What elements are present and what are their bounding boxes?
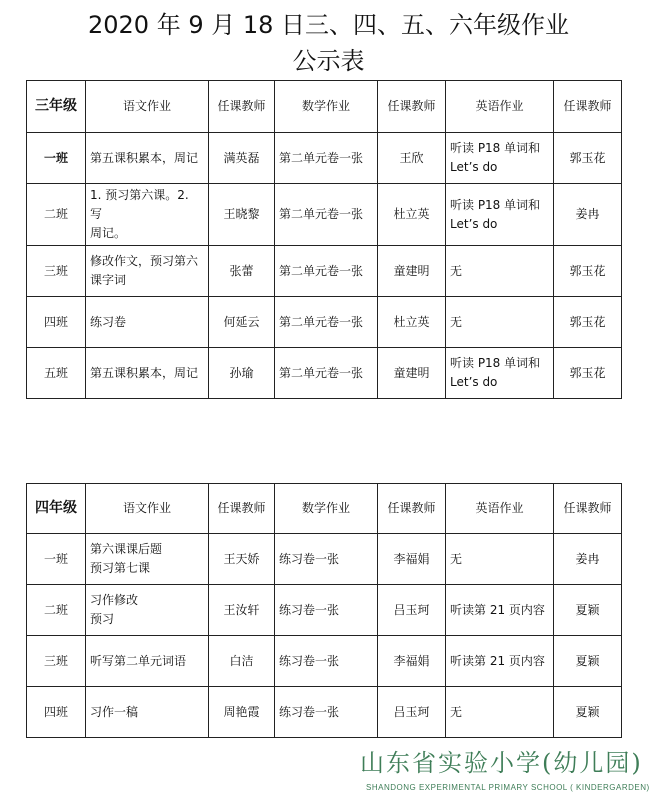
teacher-cell: 童建明 — [378, 348, 446, 399]
table-header-row — [27, 81, 622, 133]
teacher-cell: 孙瑜 — [209, 348, 275, 399]
teacher-cell: 李福娟 — [378, 636, 446, 687]
column-header: 任课教师 — [554, 484, 622, 534]
teacher-cell: 王天娇 — [209, 534, 275, 585]
class-name-cell: 一班 — [27, 133, 86, 184]
teacher-cell: 满英磊 — [209, 133, 275, 184]
teacher-cell: 王汝轩 — [209, 585, 275, 636]
column-header: 数学作业 — [275, 484, 378, 534]
teacher-cell: 童建明 — [378, 246, 446, 297]
teacher-cell: 吕玉珂 — [378, 585, 446, 636]
math-homework-cell: 练习卷一张 — [275, 534, 378, 585]
class-name-cell: 四班 — [27, 297, 86, 348]
math-homework-cell: 第二单元卷一张 — [275, 246, 378, 297]
column-header: 英语作业 — [446, 81, 554, 133]
table-row — [27, 687, 622, 738]
teacher-cell: 王晓黎 — [209, 184, 275, 246]
english-homework-cell: 无 — [446, 687, 554, 738]
chinese-homework-cell: 1. 预习第六课。2. 写 周记。 — [86, 184, 209, 246]
school-logo — [360, 748, 650, 798]
teacher-cell: 何延云 — [209, 297, 275, 348]
chinese-homework-cell: 第六课课后题 预习第七课 — [86, 534, 209, 585]
english-homework-cell: 无 — [446, 246, 554, 297]
math-homework-cell: 第二单元卷一张 — [275, 348, 378, 399]
teacher-cell: 夏颖 — [554, 585, 622, 636]
english-homework-cell: 听读 P18 单词和 Let’s do — [446, 348, 554, 399]
class-name-cell: 五班 — [27, 348, 86, 399]
page-title: 2020 年 9 月 18 日三、四、五、六年级作业 — [87, 11, 570, 39]
chinese-homework-cell: 习作修改 预习 — [86, 585, 209, 636]
teacher-cell: 张蕾 — [209, 246, 275, 297]
teacher-cell: 白洁 — [209, 636, 275, 687]
english-homework-cell: 听读第 21 页内容 — [446, 636, 554, 687]
school-logo-english: SHANDONG EXPERIMENTAL PRIMARY SCHOOL ( KINDERGARDEN) — [366, 783, 650, 792]
table-row — [27, 348, 622, 399]
english-homework-cell: 无 — [446, 297, 554, 348]
grade-label: 三年级 — [27, 81, 86, 133]
teacher-cell: 姜冉 — [554, 534, 622, 585]
column-header: 数学作业 — [275, 81, 378, 133]
teacher-cell: 郭玉花 — [554, 297, 622, 348]
class-name-cell: 三班 — [27, 246, 86, 297]
table-row — [27, 585, 622, 636]
school-logo-chinese: 山东省实验小学(幼儿园) — [360, 749, 643, 777]
table-header-row — [27, 484, 622, 534]
class-name-cell: 二班 — [27, 585, 86, 636]
teacher-cell: 郭玉花 — [554, 246, 622, 297]
chinese-homework-cell: 习作一稿 — [86, 687, 209, 738]
chinese-homework-cell: 第五课积累本，周记 — [86, 133, 209, 184]
chinese-homework-cell: 第五课积累本，周记 — [86, 348, 209, 399]
column-header: 任课教师 — [554, 81, 622, 133]
teacher-cell: 王欣 — [378, 133, 446, 184]
teacher-cell: 周艳霞 — [209, 687, 275, 738]
table-row — [27, 246, 622, 297]
class-name-cell: 三班 — [27, 636, 86, 687]
teacher-cell: 夏颖 — [554, 636, 622, 687]
teacher-cell: 姜冉 — [554, 184, 622, 246]
table-row — [27, 297, 622, 348]
column-header: 英语作业 — [446, 484, 554, 534]
math-homework-cell: 第二单元卷一张 — [275, 133, 378, 184]
column-header: 任课教师 — [209, 484, 275, 534]
english-homework-cell: 听读 P18 单词和 Let’s do — [446, 133, 554, 184]
page-subtitle: 公示表 — [292, 47, 365, 75]
math-homework-cell: 第二单元卷一张 — [275, 184, 378, 246]
math-homework-cell: 练习卷一张 — [275, 636, 378, 687]
math-homework-cell: 练习卷一张 — [275, 687, 378, 738]
column-header: 语文作业 — [86, 484, 209, 534]
table-row — [27, 534, 622, 585]
class-name-cell: 二班 — [27, 184, 86, 246]
english-homework-cell: 听读第 21 页内容 — [446, 585, 554, 636]
math-homework-cell: 练习卷一张 — [275, 585, 378, 636]
teacher-cell: 李福娟 — [378, 534, 446, 585]
table-row — [27, 133, 622, 184]
english-homework-cell: 听读 P18 单词和 Let’s do — [446, 184, 554, 246]
class-name-cell: 一班 — [27, 534, 86, 585]
teacher-cell: 郭玉花 — [554, 133, 622, 184]
grade3-homework-table — [26, 80, 622, 399]
teacher-cell: 夏颖 — [554, 687, 622, 738]
chinese-homework-cell: 听写第二单元词语 — [86, 636, 209, 687]
column-header: 任课教师 — [378, 484, 446, 534]
math-homework-cell: 第二单元卷一张 — [275, 297, 378, 348]
teacher-cell: 郭玉花 — [554, 348, 622, 399]
table-row — [27, 184, 622, 246]
chinese-homework-cell: 修改作文，预习第六 课字词 — [86, 246, 209, 297]
grade4-homework-table — [26, 483, 622, 738]
grade-label: 四年级 — [27, 484, 86, 534]
column-header: 语文作业 — [86, 81, 209, 133]
teacher-cell: 吕玉珂 — [378, 687, 446, 738]
column-header: 任课教师 — [378, 81, 446, 133]
class-name-cell: 四班 — [27, 687, 86, 738]
chinese-homework-cell: 练习卷 — [86, 297, 209, 348]
teacher-cell: 杜立英 — [378, 184, 446, 246]
column-header: 任课教师 — [209, 81, 275, 133]
teacher-cell: 杜立英 — [378, 297, 446, 348]
table-row — [27, 636, 622, 687]
english-homework-cell: 无 — [446, 534, 554, 585]
